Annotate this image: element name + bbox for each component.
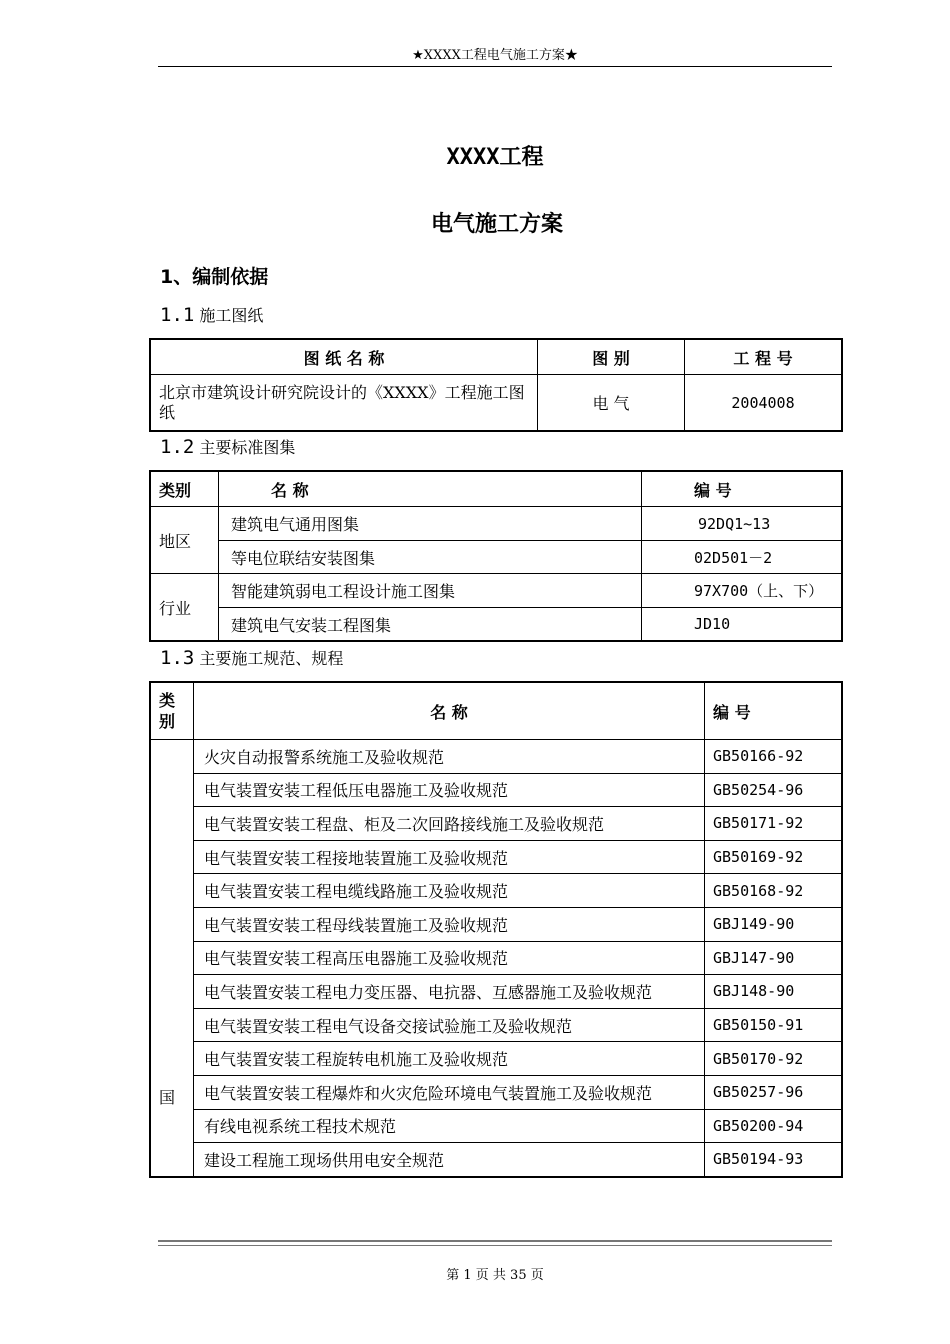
- col-header-name: 名 称: [219, 472, 642, 507]
- table-row: [151, 840, 842, 874]
- category-cell: 行业: [151, 574, 219, 641]
- table-row: [151, 1008, 842, 1042]
- regulation-name-cell: 电气装置安装工程电缆线路施工及验收规范: [194, 874, 705, 908]
- table-row: [151, 574, 842, 608]
- regulation-code-cell: GB50150-91: [705, 1008, 842, 1042]
- regulation-code-cell: GB50170-92: [705, 1042, 842, 1076]
- col-header-name: 图 纸 名 称: [151, 340, 538, 375]
- table-row: [151, 1109, 842, 1143]
- table-row: [151, 507, 842, 541]
- drawings-table: [150, 339, 842, 431]
- subsection-number: 1.1: [160, 304, 195, 326]
- col-header-category: 类别: [151, 683, 194, 740]
- footer-divider: [158, 1240, 832, 1242]
- regulation-name-cell: 建设工程施工现场供用电安全规范: [194, 1143, 705, 1177]
- atlas-name-cell: 建筑电气通用图集: [219, 507, 642, 541]
- table-row: [151, 941, 842, 975]
- atlas-name-cell: 建筑电气安装工程图集: [219, 608, 642, 641]
- standard-atlas-table: [150, 471, 842, 641]
- regulation-name-cell: 电气装置安装工程母线装置施工及验收规范: [194, 907, 705, 941]
- doc-title-line2: 电气施工方案: [430, 212, 563, 237]
- table-row: [151, 1042, 842, 1076]
- drawing-name-cell: 北京市建筑设计研究院设计的《XXXX》工程施工图纸: [151, 375, 538, 431]
- title-suffix: 工程: [499, 145, 544, 170]
- atlas-code-cell: 92DQ1~13: [642, 507, 842, 541]
- col-header-name: 名 称: [194, 683, 705, 740]
- regulation-name-cell: 电气装置安装工程高压电器施工及验收规范: [194, 941, 705, 975]
- table-row: [151, 975, 842, 1009]
- col-header-code: 编 号: [642, 472, 842, 507]
- atlas-code-cell: 02D501－2: [642, 541, 842, 574]
- regulation-code-cell: GBJ148-90: [705, 975, 842, 1009]
- regulation-name-cell: 电气装置安装工程旋转电机施工及验收规范: [194, 1042, 705, 1076]
- drawing-no-cell: 2004008: [685, 375, 842, 431]
- col-header-category: 类别: [151, 472, 219, 507]
- table-row: [151, 608, 842, 641]
- regulation-code-cell: GB50166-92: [705, 740, 842, 774]
- code-regulation-table: [150, 682, 842, 1177]
- atlas-name-cell: 智能建筑弱电工程设计施工图集: [219, 574, 642, 608]
- regulation-name-cell: 火灾自动报警系统施工及验收规范: [194, 740, 705, 774]
- subsection-heading-1-2: [160, 435, 295, 458]
- category-cell: 地区: [151, 507, 219, 574]
- table-row: [151, 874, 842, 908]
- category-cell: 国: [151, 740, 194, 1177]
- table-row: [151, 807, 842, 841]
- doc-title-line1: [0, 140, 950, 171]
- col-header-type: 图 别: [538, 340, 685, 375]
- footer-divider: [158, 1245, 832, 1246]
- subsection-label: 施工图纸: [199, 306, 264, 325]
- subsection-heading-1-1: [160, 303, 263, 326]
- atlas-code-cell: 97X700（上、下）: [642, 574, 842, 608]
- regulation-name-cell: 电气装置安装工程低压电器施工及验收规范: [194, 773, 705, 807]
- col-header-project-no: 工 程 号: [685, 340, 842, 375]
- regulation-name-cell: 电气装置安装工程接地装置施工及验收规范: [194, 840, 705, 874]
- regulation-name-cell: 电气装置安装工程电力变压器、电抗器、互感器施工及验收规范: [194, 975, 705, 1009]
- table-row: [151, 1075, 842, 1109]
- table-row: [151, 740, 842, 774]
- subsection-number: 1.3: [160, 647, 195, 669]
- section-heading-1: 1、编制依据: [160, 266, 269, 288]
- regulation-code-cell: GB50171-92: [705, 807, 842, 841]
- regulation-code-cell: GB50194-93: [705, 1143, 842, 1177]
- regulation-code-cell: GB50254-96: [705, 773, 842, 807]
- atlas-code-cell: JD10: [642, 608, 842, 641]
- regulation-name-cell: 电气装置安装工程电气设备交接试验施工及验收规范: [194, 1008, 705, 1042]
- table-row: [151, 541, 842, 574]
- regulation-code-cell: GBJ149-90: [705, 907, 842, 941]
- regulation-name-cell: 电气装置安装工程爆炸和火灾危险环境电气装置施工及验收规范: [194, 1075, 705, 1109]
- header-divider: [158, 66, 832, 67]
- col-header-code: 编 号: [705, 683, 842, 740]
- regulation-name-cell: 有线电视系统工程技术规范: [194, 1109, 705, 1143]
- page-header: ★XXXX工程电气施工方案★: [412, 48, 578, 63]
- regulation-code-cell: GBJ147-90: [705, 941, 842, 975]
- subsection-label: 主要施工规范、规程: [199, 649, 344, 668]
- atlas-name-cell: 等电位联结安装图集: [219, 541, 642, 574]
- regulation-code-cell: GB50168-92: [705, 874, 842, 908]
- subsection-label: 主要标准图集: [199, 438, 296, 457]
- regulation-code-cell: GB50169-92: [705, 840, 842, 874]
- table-row: [151, 1143, 842, 1177]
- page-number: 第 1 页 共 35 页: [446, 1268, 544, 1283]
- drawing-type-cell: 电 气: [538, 375, 685, 431]
- regulation-code-cell: GB50200-94: [705, 1109, 842, 1143]
- regulation-name-cell: 电气装置安装工程盘、柜及二次回路接线施工及验收规范: [194, 807, 705, 841]
- table-row: [151, 907, 842, 941]
- subsection-heading-1-3: [160, 646, 343, 669]
- table-row: [151, 773, 842, 807]
- title-code: XXXX: [446, 145, 500, 170]
- subsection-number: 1.2: [160, 436, 195, 458]
- regulation-code-cell: GB50257-96: [705, 1075, 842, 1109]
